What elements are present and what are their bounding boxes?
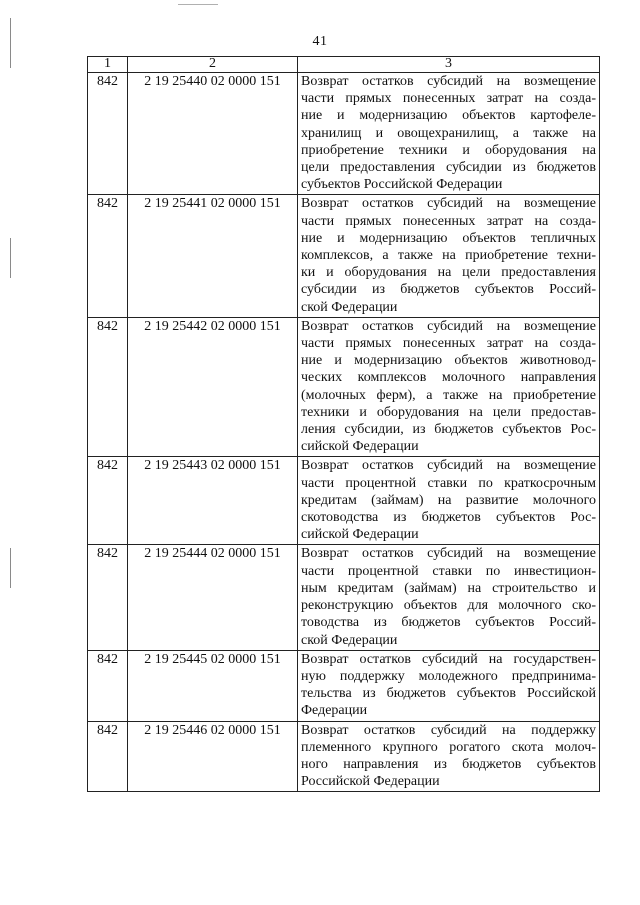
description-line: Российской Федерации — [301, 774, 440, 790]
description-line: хранилищ и овощехранилищ, а также на — [301, 125, 596, 141]
budget-codes-table — [87, 56, 600, 792]
description-line: Возврат остатков субсидий на возмещение — [301, 458, 596, 474]
description-line: техники и оборудования на цели предостав- — [301, 404, 596, 420]
description-cell — [298, 650, 600, 721]
description-cell — [298, 195, 600, 317]
description-line: Возврат остатков субсидий на возмещение — [301, 318, 596, 334]
description-line: ческих комплексов молочного направления — [301, 370, 596, 386]
description-line: цели предоставления субсидии из бюджетов — [301, 160, 596, 176]
description-line: скотоводства из бюджетов субъектов Рос- — [301, 510, 596, 526]
description-line: Возврат остатков субсидий на возмещение — [301, 74, 596, 89]
admin-code-cell: 842 — [88, 457, 128, 545]
budget-classification-code-cell: 2 19 25443 02 0000 151 — [128, 457, 298, 545]
column-header-1: 1 — [88, 57, 128, 73]
description-line: племенного крупного рогатого скота молоч- — [301, 739, 596, 755]
description-line: кредитам (займам) на развитие молочного — [301, 492, 596, 508]
scan-edge-mark — [10, 548, 11, 588]
table-body — [88, 73, 600, 792]
admin-code-cell: 842 — [88, 650, 128, 721]
description-line: ки и оборудования на цели предоставления — [301, 265, 596, 281]
description-line: ние и модернизацию объектов тепличных — [301, 230, 596, 246]
description-line: товодства из бюджетов субъектов Россий- — [301, 615, 596, 631]
description-line: Возврат остатков субсидий на поддержку — [301, 722, 596, 738]
table-row — [88, 73, 600, 195]
description-line: части прямых понесенных затрат на созда- — [301, 91, 596, 107]
description-line: комплексов, а также на приобретение техни- — [301, 248, 596, 264]
description-line: ления субсидии, из бюджетов субъектов Рос- — [301, 422, 596, 438]
description-line: ную поддержку молодежного предпринима- — [301, 668, 596, 684]
description-line: ние и модернизацию объектов картофеле- — [301, 108, 596, 124]
table-row — [88, 457, 600, 545]
description-line: сийской Федерации — [301, 439, 419, 455]
description-cell — [298, 73, 600, 195]
description-line: тельства из бюджетов субъектов Российской — [301, 686, 596, 702]
description-line: ного направления из бюджетов субъектов — [301, 756, 596, 772]
description-cell — [298, 545, 600, 650]
budget-classification-code-cell: 2 19 25442 02 0000 151 — [128, 317, 298, 457]
description-line: реконструкцию объектов для молочного ско- — [301, 598, 596, 614]
table-row — [88, 721, 600, 792]
description-line: сийской Федерации — [301, 527, 419, 543]
description-line: Федерации — [301, 703, 368, 719]
description-cell — [298, 317, 600, 457]
admin-code-cell: 842 — [88, 317, 128, 457]
description-cell — [298, 721, 600, 792]
budget-classification-code-cell: 2 19 25446 02 0000 151 — [128, 721, 298, 792]
table-row — [88, 545, 600, 650]
table-header-row — [88, 57, 600, 73]
scan-edge-mark — [10, 238, 11, 278]
description-line: Возврат остатков субсидий на государствен- — [301, 651, 596, 667]
table-row — [88, 650, 600, 721]
description-line: ской Федерации — [301, 299, 398, 315]
admin-code-cell: 842 — [88, 73, 128, 195]
column-header-3: 3 — [298, 57, 600, 73]
description-line: приобретение техники и оборудования на — [301, 142, 596, 158]
scan-edge-mark — [178, 4, 218, 5]
admin-code-cell: 842 — [88, 721, 128, 792]
table-row — [88, 195, 600, 317]
budget-classification-code-cell: 2 19 25445 02 0000 151 — [128, 650, 298, 721]
description-line: субъектов Российской Федерации — [301, 177, 503, 193]
admin-code-cell: 842 — [88, 195, 128, 317]
description-line: Возврат остатков субсидий на возмещение — [301, 546, 596, 562]
budget-classification-code-cell: 2 19 25441 02 0000 151 — [128, 195, 298, 317]
description-line: субсидии из бюджетов субъектов Россий- — [301, 282, 596, 298]
table-row — [88, 317, 600, 457]
page-number: 41 — [312, 34, 328, 49]
budget-classification-code-cell: 2 19 25444 02 0000 151 — [128, 545, 298, 650]
description-line: ным кредитам (займам) на строительство и — [301, 580, 596, 596]
admin-code-cell: 842 — [88, 545, 128, 650]
description-line: Возврат остатков субсидий на возмещение — [301, 196, 596, 212]
description-cell — [298, 457, 600, 545]
description-line: (молочных ферм), а также на приобретение — [301, 387, 596, 403]
description-line: части процентной ставки по инвестицион- — [301, 563, 596, 579]
description-line: части процентной ставки по краткосрочным — [301, 475, 596, 491]
column-header-2: 2 — [128, 57, 298, 73]
budget-classification-code-cell: 2 19 25440 02 0000 151 — [128, 73, 298, 195]
description-line: части прямых понесенных затрат на созда- — [301, 213, 596, 229]
description-line: ние и модернизацию объектов животновод- — [301, 353, 596, 369]
description-line: ской Федерации — [301, 632, 398, 648]
description-line: части прямых понесенных затрат на созда- — [301, 336, 596, 352]
